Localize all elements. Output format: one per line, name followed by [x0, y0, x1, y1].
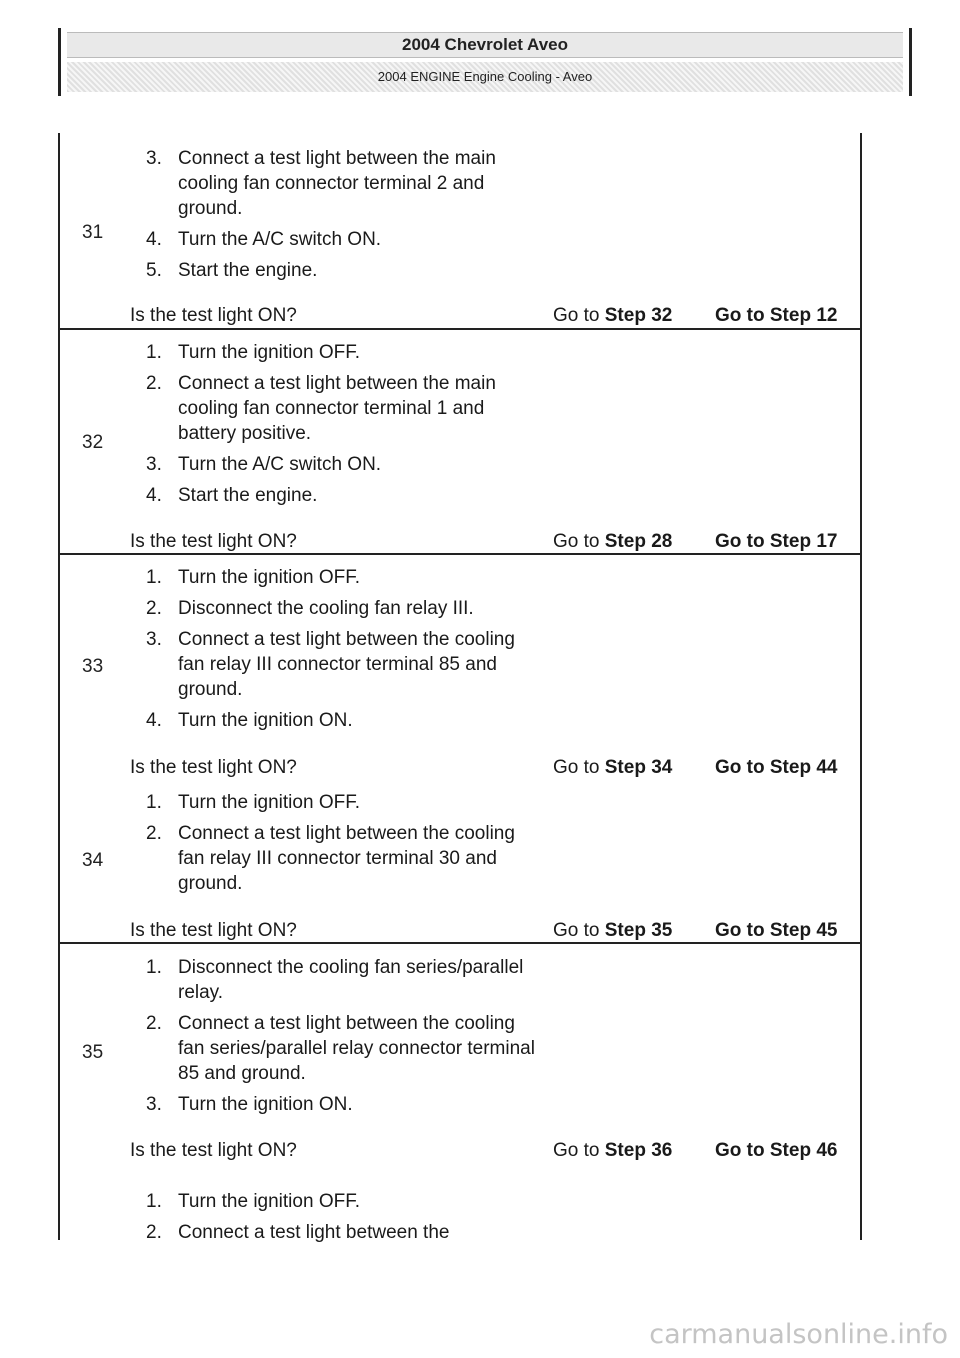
step-number: 31 — [82, 222, 104, 243]
yes-action — [553, 305, 672, 327]
item-number: 1. — [146, 792, 162, 813]
list-item — [146, 371, 541, 446]
item-text: Connect a test light between the main cooling fan connector terminal 1 and battery positive. — [178, 373, 496, 444]
list-item — [146, 146, 541, 221]
document-subtitle: 2004 ENGINE Engine Cooling - Aveo — [67, 62, 903, 92]
no-action: Go to Step 12 — [715, 305, 838, 326]
no-action: Go to Step 46 — [715, 1140, 838, 1161]
step-number: 35 — [82, 1042, 104, 1063]
list-item — [146, 258, 541, 283]
item-text: Disconnect the cooling fan relay III. — [178, 598, 474, 619]
item-text: Turn the ignition OFF. — [178, 342, 360, 363]
list-item — [146, 1220, 541, 1245]
item-text: Connect a test light between the cooling fan relay III connector terminal 30 and ground. — [178, 823, 515, 894]
yes-prefix: Go to — [553, 1140, 605, 1161]
item-number: 1. — [146, 567, 162, 588]
row-divider — [58, 942, 860, 944]
list-item — [146, 1092, 541, 1117]
step-question: Is the test light ON? — [130, 1140, 297, 1161]
yes-prefix: Go to — [553, 531, 605, 552]
item-text: Connect a test light between the — [178, 1222, 450, 1243]
yes-action — [553, 531, 672, 553]
no-action: Go to Step 45 — [715, 920, 838, 941]
item-number: 1. — [146, 957, 162, 978]
step-number: 34 — [82, 850, 104, 871]
list-item — [146, 483, 541, 508]
document-title: 2004 Chevrolet Aveo — [67, 32, 903, 58]
step-question: Is the test light ON? — [130, 305, 297, 326]
yes-action — [553, 757, 672, 779]
list-item — [146, 955, 541, 1005]
page-header — [58, 28, 912, 96]
watermark: carmanualsonline.info — [649, 1319, 948, 1350]
item-number: 2. — [146, 1222, 162, 1243]
no-action: Go to Step 17 — [715, 531, 838, 552]
step-question: Is the test light ON? — [130, 920, 297, 941]
item-text: Turn the ignition ON. — [178, 1094, 353, 1115]
yes-step-link: Step 32 — [604, 305, 673, 326]
yes-prefix: Go to — [553, 920, 605, 941]
yes-step-link: Step 34 — [604, 757, 673, 778]
item-number: 3. — [146, 629, 162, 650]
item-text: Turn the A/C switch ON. — [178, 229, 382, 250]
item-number: 1. — [146, 1191, 162, 1212]
step-number: 32 — [82, 432, 104, 453]
item-number: 4. — [146, 485, 162, 506]
no-action: Go to Step 44 — [715, 757, 838, 778]
yes-step-link: Step 36 — [604, 1140, 673, 1161]
item-text: Turn the A/C switch ON. — [178, 454, 382, 475]
list-item — [146, 1011, 541, 1086]
item-number: 3. — [146, 1094, 162, 1115]
item-text: Disconnect the cooling fan series/parallel relay. — [178, 957, 524, 1003]
list-item — [146, 821, 541, 896]
row-divider — [58, 553, 860, 555]
list-item — [146, 790, 541, 815]
list-item — [146, 1189, 541, 1214]
yes-step-link: Step 28 — [604, 531, 673, 552]
step-number: 33 — [82, 656, 104, 677]
item-number: 2. — [146, 1013, 162, 1034]
yes-prefix: Go to — [553, 305, 605, 326]
item-text: Connect a test light between the main cooling fan connector terminal 2 and ground. — [178, 148, 496, 219]
list-item — [146, 340, 541, 365]
item-text: Connect a test light between the cooling fan relay III connector terminal 85 and ground. — [178, 629, 515, 700]
item-text: Turn the ignition OFF. — [178, 567, 360, 588]
item-text: Connect a test light between the cooling fan series/parallel relay connector terminal 85 and ground. — [178, 1013, 535, 1084]
item-text: Turn the ignition OFF. — [178, 792, 360, 813]
step-question: Is the test light ON? — [130, 757, 297, 778]
item-number: 4. — [146, 229, 162, 250]
item-number: 4. — [146, 710, 162, 731]
item-number: 2. — [146, 823, 162, 844]
item-number: 2. — [146, 373, 162, 394]
yes-action — [553, 1140, 672, 1162]
yes-action — [553, 920, 672, 942]
item-text: Turn the ignition ON. — [178, 710, 353, 731]
row-divider — [58, 328, 860, 330]
list-item — [146, 627, 541, 702]
item-number: 3. — [146, 454, 162, 475]
item-number: 3. — [146, 148, 162, 169]
list-item — [146, 708, 541, 733]
item-number: 1. — [146, 342, 162, 363]
item-text: Turn the ignition OFF. — [178, 1191, 360, 1212]
list-item — [146, 452, 541, 477]
yes-step-link: Step 35 — [604, 920, 673, 941]
yes-prefix: Go to — [553, 757, 605, 778]
item-text: Start the engine. — [178, 485, 318, 506]
item-number: 2. — [146, 598, 162, 619]
list-item — [146, 596, 541, 621]
list-item — [146, 565, 541, 590]
item-text: Start the engine. — [178, 260, 318, 281]
item-number: 5. — [146, 260, 162, 281]
list-item — [146, 227, 541, 252]
step-question: Is the test light ON? — [130, 531, 297, 552]
